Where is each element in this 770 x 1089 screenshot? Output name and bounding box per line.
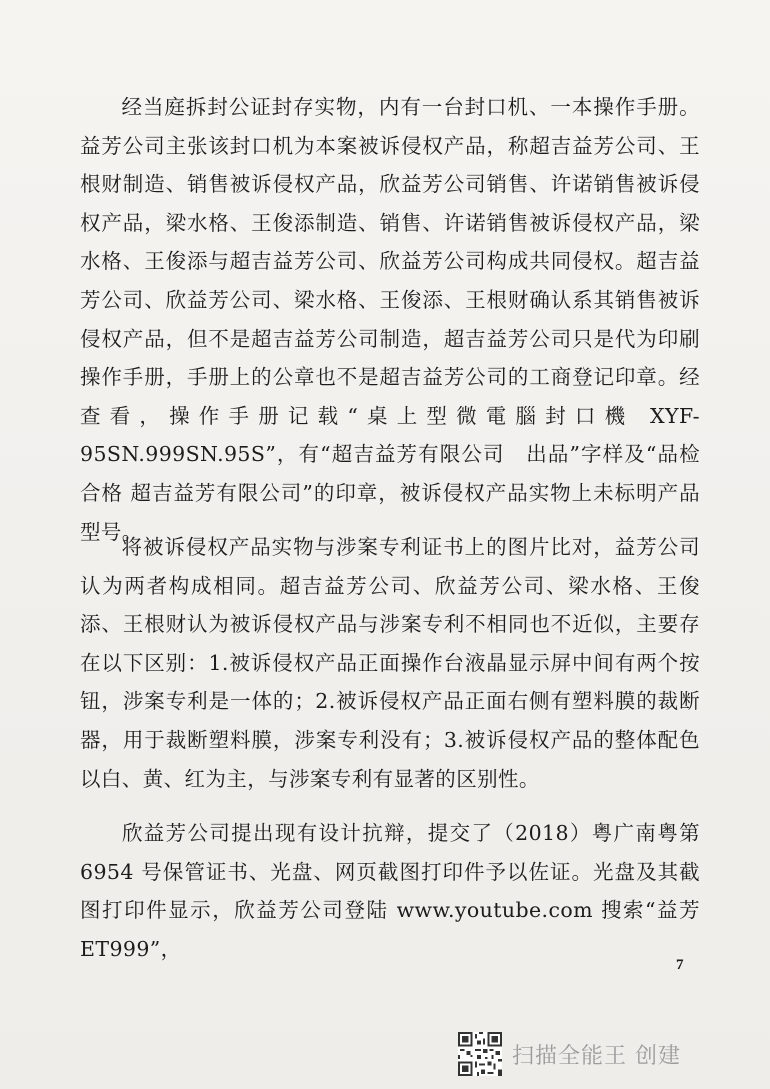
paragraph-3-text: 欣益芳公司提出现有设计抗辩，提交了（2018）粤广南粤第 6954 号保管证书、光盘、网页截图打印件予以佐证。光盘及其截图打印件显示，欣益芳公司登陆 www.youtube.com 搜索“益芳 ET999”， <box>80 821 700 961</box>
paragraph-1-text: 经当庭拆封公证封存实物，内有一台封口机、一本操作手册。益芳公司主张该封口机为本案被诉侵权产品，称超吉益芳公司、王根财制造、销售被诉侵权产品，欣益芳公司销售、许诺销售被诉侵权产品，梁水格、王俊添制造、销售、许诺销售被诉侵权产品，梁水格、王俊添与超吉益芳公司、欣益芳公司构成共同侵权。超吉益芳公司、欣益芳公司、梁水格、王俊添、王根财确认系其销售被诉侵权产品，但不是超吉益芳公司制造，超吉益芳公司只是代为印刷操作手册，手册上的公章也不是超吉益芳公司的工商登记印章。经查看，操作手册记载“桌上型微電腦封口機 XYF-95SN.999SN.95S”，有“超吉益芳有限公司 出品”字样及“品检合格 超吉益芳有限公司”的印章，被诉侵权产品实物上未标明产品型号。 <box>80 95 700 544</box>
page-number: 7 <box>676 957 684 973</box>
paragraph-2-text: 将被诉侵权产品实物与涉案专利证书上的图片比对，益芳公司认为两者构成相同。超吉益芳公司、欣益芳公司、梁水格、王俊添、王根财认为被诉侵权产品与涉案专利不相同也不近似，主要存在以下区别：1.被诉侵权产品正面操作台液晶显示屏中间有两个按钮，涉案专利是一体的；2.被诉侵权产品正面右侧有塑料膜的裁断器，用于裁断塑料膜，涉案专利没有；3.被诉侵权产品的整体配色以白、黄、红为主，与涉案专利有显著的区别性。 <box>80 535 700 791</box>
qr-code-icon <box>458 1032 502 1076</box>
paragraph-2 <box>80 528 700 798</box>
paragraph-3 <box>80 814 700 968</box>
paragraph-1 <box>80 88 700 551</box>
scanner-watermark <box>458 1030 681 1078</box>
watermark-text: 扫描全能王 创建 <box>512 1043 681 1069</box>
